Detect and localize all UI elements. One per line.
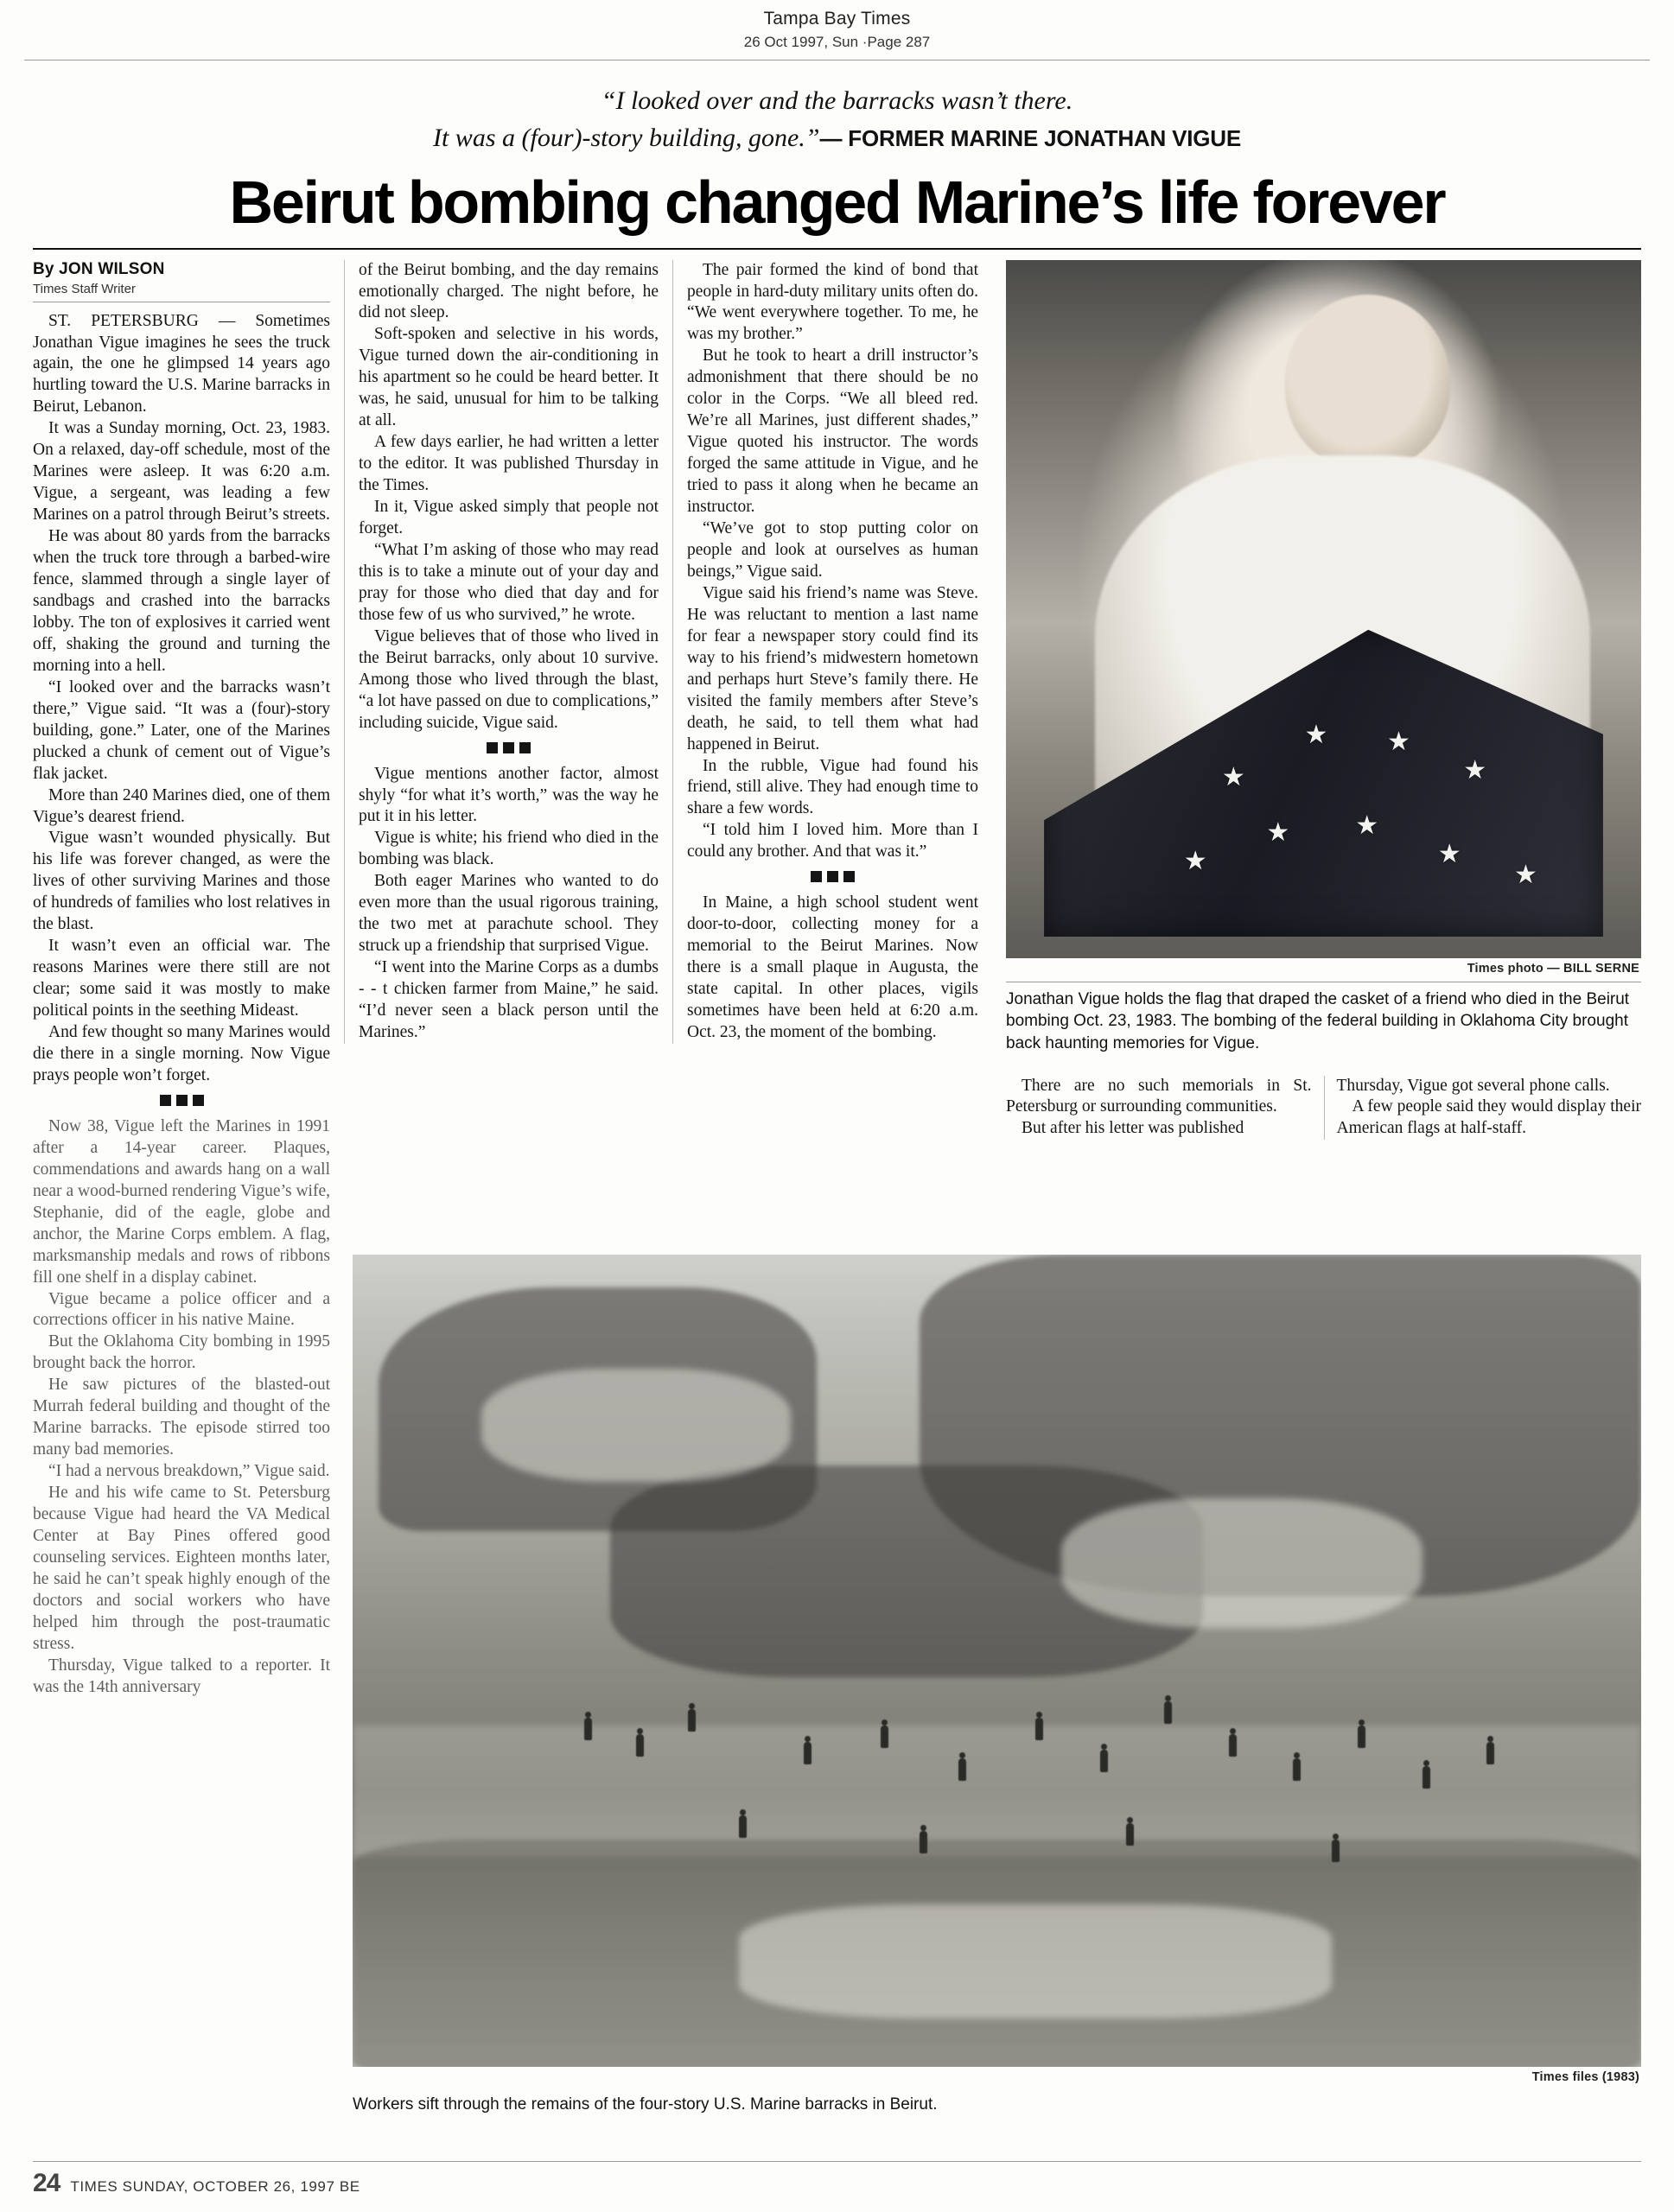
rubble-photo: [353, 1255, 1641, 2067]
flag-star: ★: [1221, 762, 1245, 791]
column-1-faded: [33, 1116, 330, 1699]
paragraph: A few days earlier, he had written a letter to the editor. It was published Thursday in the Times.: [359, 433, 659, 495]
paragraph: “What I’m asking of those who may read this is to take a minute out of your day and pray for those who died that day and for those few of us who survived,” he wrote.: [359, 540, 659, 624]
bottom-column-right: [1324, 1076, 1642, 1141]
paper-name: Tampa Bay Times: [763, 9, 911, 29]
paragraph: Both eager Marines who wanted to do even more than the usual rigorous training, the two met at parachute school. They struck up a friendship that surprised Vigue.: [359, 872, 659, 956]
page-headline: Beirut bombing changed Marine’s life forever: [229, 168, 1445, 237]
masthead: [0, 0, 1674, 51]
deck-attribution: — FORMER MARINE JONATHAN VIGUE: [819, 124, 1242, 151]
paragraph: In the rubble, Vigue had found his friend, still alive. They had enough time to share a few words.: [687, 756, 978, 818]
subject-head: [1285, 295, 1450, 469]
portrait-photo-block: [992, 260, 1641, 1141]
flag-star: ★: [1463, 755, 1487, 785]
paragraph: A few people said they would display their American flags at half-staff.: [1336, 1097, 1641, 1138]
paragraph: ST. PETERSBURG — Sometimes Jonathan Vigue imagines he sees the truck again, the one he glimpsed 14 years ago hurtling toward the U.S. Marine barracks in Beirut, Lebanon.: [33, 311, 330, 416]
paragraph: And few thought so many Marines would die there in a single morning. Now Vigue prays people won’t forget.: [33, 1023, 330, 1084]
paragraph: Thursday, Vigue talked to a reporter. It was the 14th anniversary: [33, 1656, 330, 1696]
flag-star: ★: [1304, 721, 1328, 750]
portrait-photo-credit: Times photo — BILL SERNE: [1467, 961, 1639, 976]
paragraph: Vigue said his friend’s name was Steve. He was reluctant to mention a last name for fear a newspaper story could find its way to his friend’s midwestern hometown and perhaps hurt Steve’s family there. He visited the family members after Steve’s death, he said, to tell them what had happened in Beirut.: [687, 583, 978, 753]
paragraph: He and his wife came to St. Petersburg because Vigue had heard the VA Medical Center at Bay Pines offered good counseling services. Eighteen months later, he said he can’t speak highly enough of the doctors and social workers who have helped him through the post-traumatic stress.: [33, 1484, 330, 1653]
rubble-photo-block: [353, 1255, 1641, 2113]
paragraph: There are no such memorials in St. Petersburg or surrounding communities.: [1006, 1076, 1312, 1116]
paragraph: Now 38, Vigue left the Marines in 1991 after a 14-year career. Plaques, commendations and awards hang on a wall near a wood-burned rendering Vigue’s wife, Stephanie, did of the eagle, globe and anchor, the Marine Corps emblem. A flag, marksmanship medals and rows of ribbons fill one shelf in a display cabinet.: [33, 1116, 330, 1287]
paragraph: Thursday, Vigue got several phone calls.: [1336, 1076, 1610, 1095]
paragraph: The pair formed the kind of bond that people in hard-duty military units often do. “We went everywhere together. To me, he was my brother.”: [687, 260, 978, 344]
issue-line: 26 Oct 1997, Sun ·Page 287: [743, 34, 931, 50]
paragraph: Vigue became a police officer and a corrections officer in his native Maine.: [33, 1289, 330, 1330]
column-3: [672, 260, 992, 1044]
paragraph: Vigue believes that of those who lived in the Beirut barracks, only about 10 survive. Among those who lived through the blast, “a lot have passed on due to complications,” including suicide, Vigue said.: [359, 626, 659, 732]
paragraph: “I went into the Marine Corps as a dumbs - - t chicken farmer from Maine,” he said. “I’d never seen a black person until the Marines.”: [359, 958, 659, 1041]
paragraph: Vigue mentions another factor, almost shyly “for what it’s worth,” was the way he put it in his letter.: [359, 764, 659, 826]
deck-line-2-wrap: [130, 120, 1544, 157]
rubble-image: [353, 1255, 1641, 2067]
paragraph: “I looked over and the barracks wasn’t there,” Vigue said. “It was a (four)-story building, gone.” Later, one of the Marines plucked a chunk of cement out of Vigue’s flak jacket.: [33, 677, 330, 783]
column-1: [33, 260, 344, 1699]
page-number: 24: [33, 2169, 60, 2197]
flag-star: ★: [1266, 818, 1290, 848]
bottom-right-columns: [1006, 1076, 1641, 1141]
paragraph: He saw pictures of the blasted-out Murrah federal building and thought of the Marine barracks. The episode stirred too many bad memories.: [33, 1376, 330, 1459]
flag-star: ★: [1514, 860, 1537, 889]
footer-folio: TIMES SUNDAY, OCTOBER 26, 1997 BE: [70, 2178, 360, 2195]
column-2: [344, 260, 672, 1044]
paragraph: It wasn’t even an official war. The reasons Marines were there still are not clear; some said it was mostly to make political points in the seething Mideast.: [33, 937, 330, 1020]
paragraph: In it, Vigue asked simply that people not forget.: [359, 498, 659, 538]
paragraph: of the Beirut bombing, and the day remains emotionally charged. The night before, he did not sleep.: [359, 260, 659, 322]
paragraph: Soft-spoken and selective in his words, Vigue turned down the air-conditioning in his apartment so he could be heard better. It was, he said, unusual for him to be talking at all.: [359, 325, 659, 430]
portrait-photo-caption: Jonathan Vigue holds the flag that draped the casket of a friend who died in the Beirut bombing Oct. 23, 1983. The bombing of the federal building in Oklahoma City brought back haunting memories for Vigue.: [1006, 982, 1641, 1055]
paragraph: “We’ve got to stop putting color on people and look at ourselves as human beings,” Vigue said.: [687, 519, 978, 581]
paragraph: But he took to heart a drill instructor’s admonishment that there should be no color in the Corps. “We all bleed red. We’re all Marines, just different shades,” Vigue quoted his instructor. The words forged the same attitude in Vigue, and he tried to pass it along when he became an instructor.: [687, 346, 978, 517]
byline-role: Times Staff Writer: [33, 282, 330, 302]
section-dingbat: [359, 742, 659, 757]
bottom-column-left: [1006, 1076, 1324, 1141]
paragraph: But the Oklahoma City bombing in 1995 brought back the horror.: [33, 1332, 330, 1373]
paragraph: In Maine, a high school student went door-to-door, collecting money for a memorial to the Beirut Marines. Now there is a small plaque in Augusta, the state capital. In other places, vigils sometimes have been held at 6:20 a.m. Oct. 23, the moment of the bombing.: [687, 893, 978, 1041]
paragraph: More than 240 Marines died, one of them Vigue’s dearest friend.: [33, 785, 330, 826]
paragraph: “I told him I loved him. More than I could any brother. And that was it.”: [687, 821, 978, 861]
paragraph: It was a Sunday morning, Oct. 23, 1983. On a relaxed, day-off schedule, most of the Marines were asleep. It was 6:20 a.m. Vigue, a sergeant, was leading a few Marines on a patrol through Beirut’s streets.: [33, 419, 330, 524]
page-footer: [33, 2161, 1641, 2198]
deck-line-2: It was a (four)-story building, gone.”: [432, 123, 820, 152]
paragraph: “I had a nervous breakdown,” Vigue said.: [48, 1462, 330, 1481]
portrait-photo: [1006, 260, 1641, 958]
flag-star: ★: [1387, 728, 1410, 757]
flag-star: ★: [1183, 846, 1207, 875]
deck-quote: [130, 83, 1544, 156]
flag-star: ★: [1355, 811, 1379, 841]
paragraph: Vigue is white; his friend who died in the bombing was black.: [359, 829, 659, 869]
rubble-photo-caption: Workers sift through the remains of the four-story U.S. Marine barracks in Beirut.: [353, 2095, 938, 2113]
section-dingbat: [33, 1095, 330, 1109]
rubble-photo-credit: Times files (1983): [1531, 2070, 1639, 2084]
flag-star: ★: [1437, 839, 1461, 868]
portrait-image: [1006, 260, 1641, 958]
section-dingbat: [687, 871, 978, 886]
paragraph: But after his letter was published: [1022, 1119, 1244, 1138]
deck-line-1: “I looked over and the barracks wasn’t there.: [601, 86, 1073, 115]
paragraph: Vigue wasn’t wounded physically. But his life was forever changed, as were the lives of other surviving Marines and those of hundreds of families who lost relatives in the blast.: [33, 829, 330, 934]
paragraph: He was about 80 yards from the barracks when the truck tore through a barbed-wire fence, slammed through a single layer of sandbags and crashed into the barracks lobby. The ton of explosives it carried went off, shaking the ground and turning the morning into a hell.: [33, 527, 330, 675]
byline-author: By JON WILSON: [33, 259, 165, 278]
